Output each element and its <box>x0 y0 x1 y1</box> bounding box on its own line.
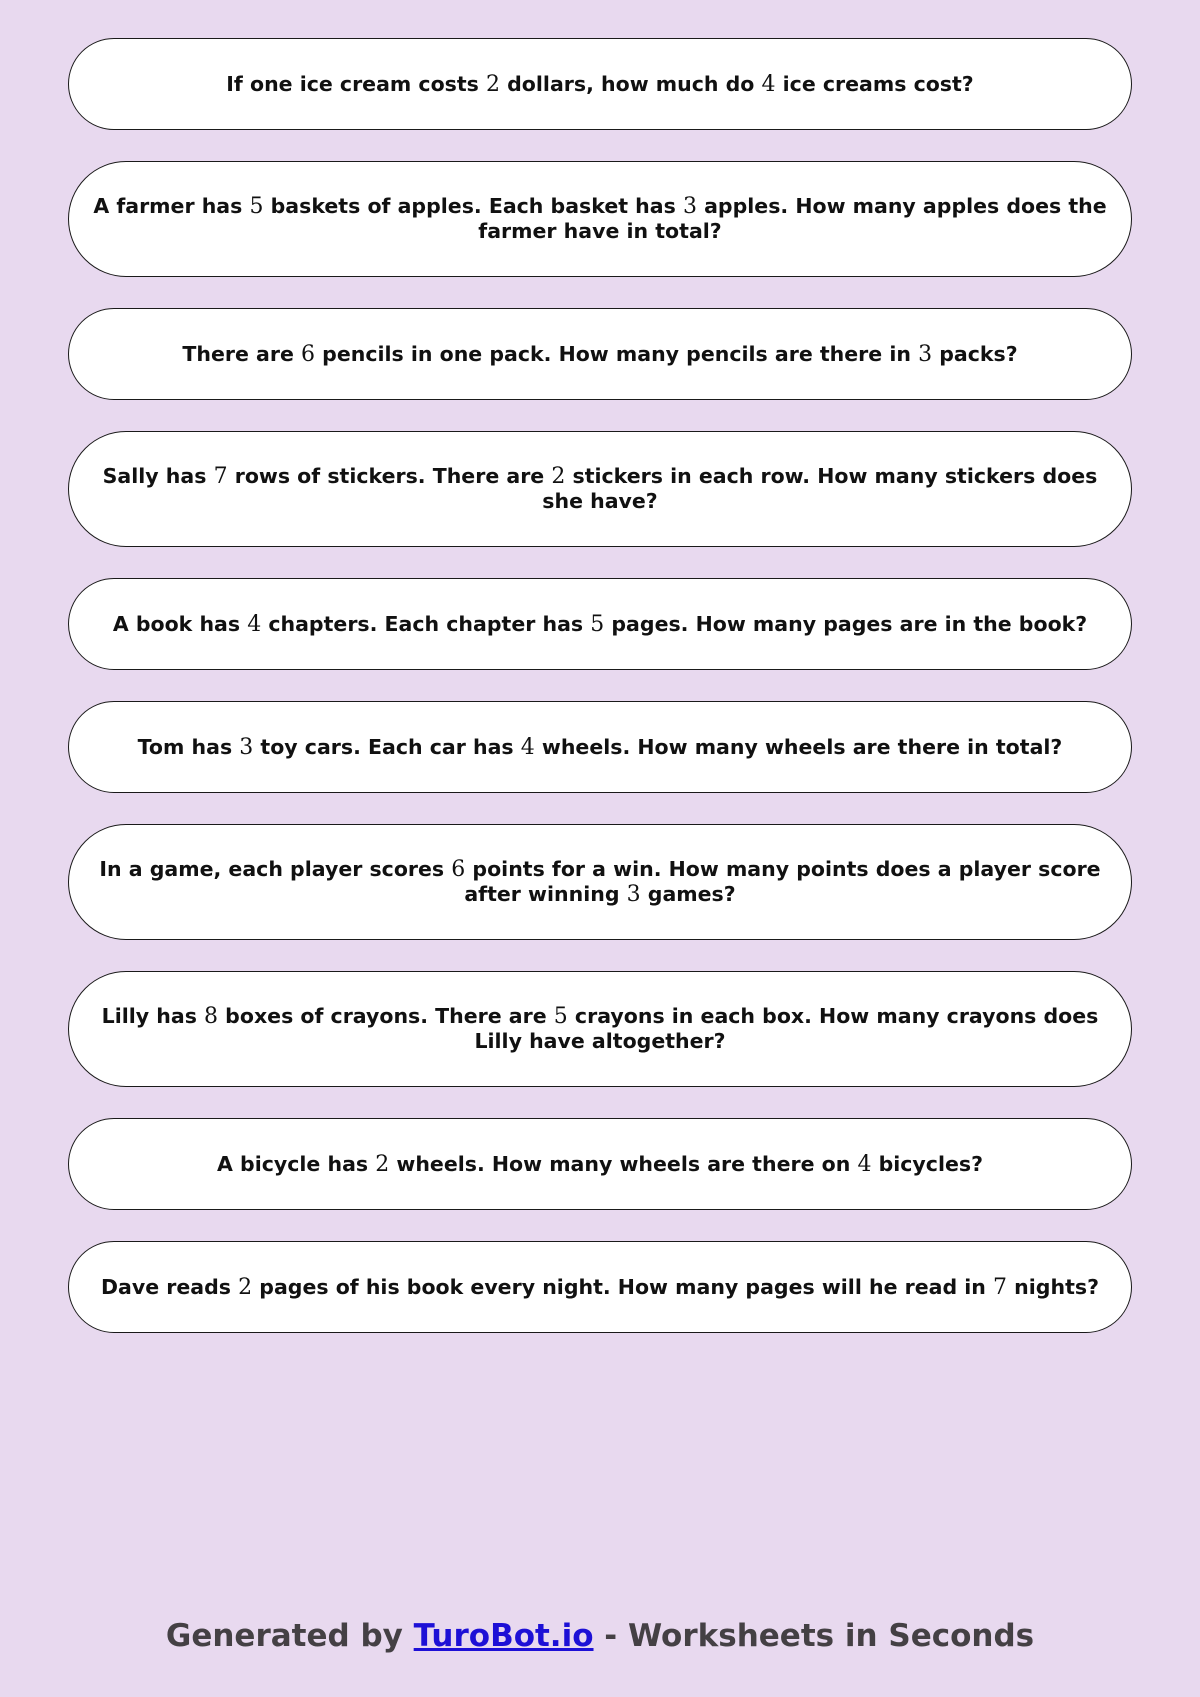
problem-text: A bicycle has 2 wheels. How many wheels are there on 4 bicycles? <box>217 1151 983 1177</box>
number: 3 <box>918 341 933 367</box>
problem-text: There are 6 pencils in one pack. How many pencils are there in 3 packs? <box>182 341 1018 367</box>
problem-card-2 <box>68 161 1132 277</box>
problem-text: A book has 4 chapters. Each chapter has 5 pages. How many pages are in the book? <box>112 611 1088 637</box>
number: 3 <box>239 734 254 760</box>
problem-text: Lilly has 8 boxes of crayons. There are 5 crayons in each box. How many crayons does Lilly have altogether? <box>101 1004 1099 1053</box>
problem-card-10 <box>68 1241 1132 1333</box>
problem-card-1 <box>68 38 1132 130</box>
problem-text: Tom has 3 toy cars. Each car has 4 wheels. How many wheels are there in total? <box>137 734 1063 760</box>
number: 6 <box>451 857 466 882</box>
problem-card-6 <box>68 701 1132 793</box>
number: 4 <box>857 1151 872 1177</box>
footer <box>0 1618 1200 1654</box>
problem-text: Sally has 7 rows of stickers. There are 2 stickers in each row. How many stickers does she have? <box>102 464 1098 513</box>
number: 5 <box>249 194 264 219</box>
problem-text: If one ice cream costs 2 dollars, how much do 4 ice creams cost? <box>226 71 974 97</box>
problem-card-4 <box>68 431 1132 547</box>
problem-card-9 <box>68 1118 1132 1210</box>
number: 5 <box>553 1004 568 1029</box>
problem-text: A farmer has 5 baskets of apples. Each basket has 3 apples. How many apples does the farmer have in total? <box>93 194 1107 243</box>
number: 3 <box>626 882 641 907</box>
problem-card-5 <box>68 578 1132 670</box>
number: 5 <box>590 611 605 637</box>
number: 2 <box>486 71 500 97</box>
number: 2 <box>375 1151 390 1177</box>
turobot-link[interactable]: TuroBot.io <box>413 1618 594 1654</box>
number: 7 <box>993 1274 1008 1300</box>
number: 2 <box>551 464 566 489</box>
problem-text: In a game, each player scores 6 points for a win. How many points does a player score after winning 3 games? <box>99 857 1101 907</box>
number: 4 <box>761 71 776 97</box>
problem-list <box>68 38 1132 1364</box>
problem-card-7 <box>68 824 1132 940</box>
number: 6 <box>301 341 316 367</box>
problem-text: Dave reads 2 pages of his book every night. How many pages will he read in 7 nights? <box>101 1274 1099 1300</box>
problem-card-8 <box>68 971 1132 1087</box>
number: 7 <box>213 464 228 489</box>
number: 4 <box>520 734 535 760</box>
problem-card-3 <box>68 308 1132 400</box>
number: 3 <box>682 194 697 219</box>
number: 8 <box>204 1004 219 1029</box>
number: 4 <box>247 611 262 637</box>
number: 2 <box>238 1274 253 1300</box>
footer-suffix: - Worksheets in Seconds <box>593 1618 1035 1654</box>
footer-prefix: Generated by <box>165 1618 414 1654</box>
